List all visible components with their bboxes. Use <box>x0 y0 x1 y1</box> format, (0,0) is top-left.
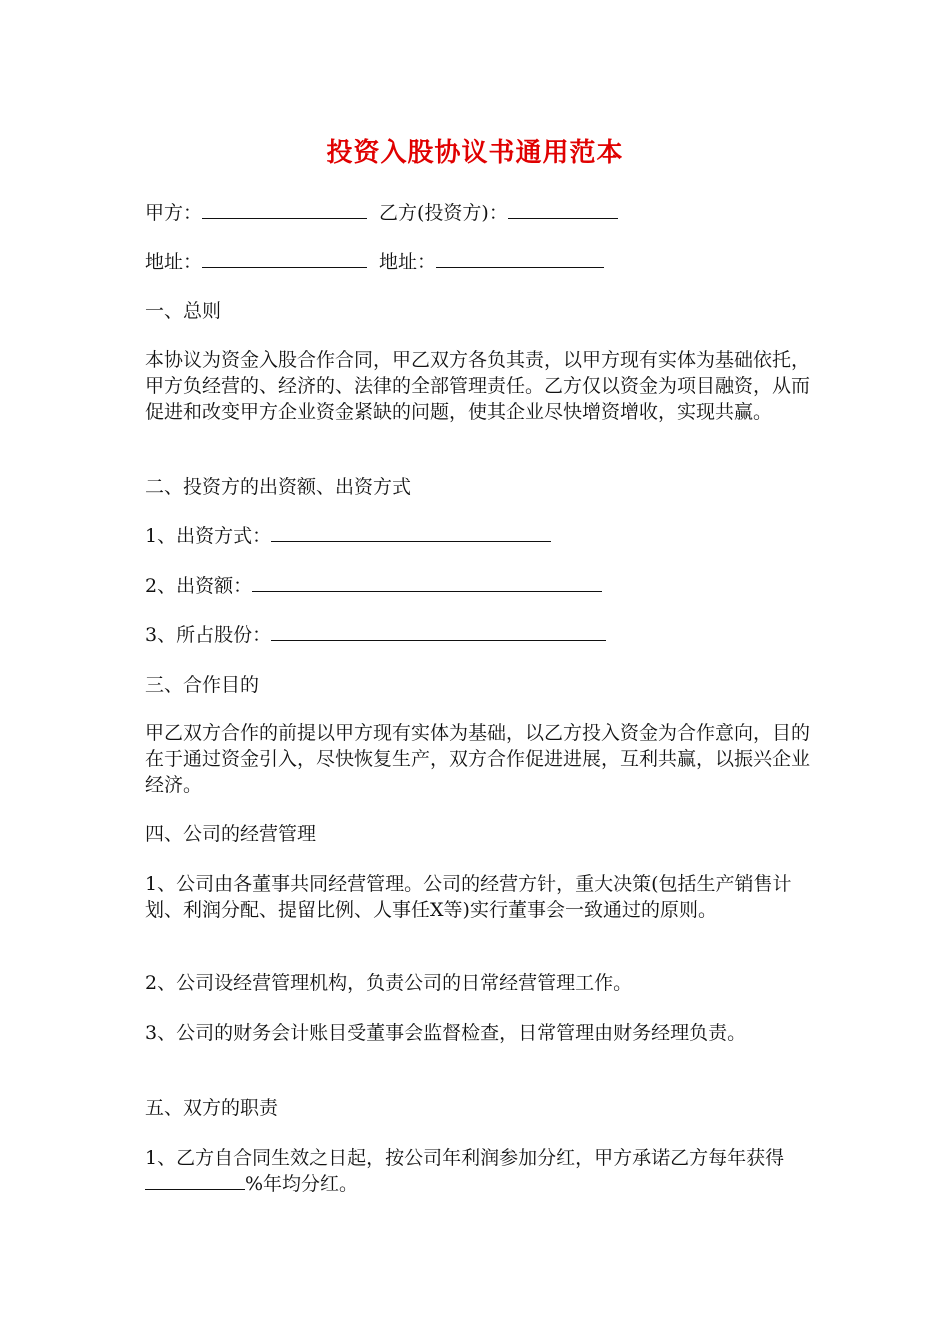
dividend-percent-blank <box>145 1171 245 1190</box>
section2-item2-label: 2、出资额： <box>145 575 253 597</box>
section5-item1-part1: 1、乙方自合同生效之日起，按公司年利润参加分红，甲方承诺乙方每年获得 <box>145 1147 785 1169</box>
section2-item2 <box>145 573 602 599</box>
section4-item2: 2、公司设经营管理机构，负责公司的日常经营管理工作。 <box>145 972 633 994</box>
party-b-blank <box>508 200 618 219</box>
section4-heading: 四、公司的经营管理 <box>145 823 317 845</box>
section2-item1-label: 1、出资方式： <box>145 525 272 547</box>
section5-item1-part2: %年均分红。 <box>245 1173 359 1195</box>
section1-heading: 一、总则 <box>145 300 222 322</box>
address-b-blank <box>436 249 604 268</box>
contribution-amount-blank <box>252 573 602 592</box>
document-title: 投资入股协议书通用范本 <box>326 138 624 168</box>
party-line <box>145 200 618 226</box>
party-a-label: 甲方： <box>145 202 203 224</box>
section2-heading: 二、投资方的出资额、出资方式 <box>145 476 412 498</box>
address-a-blank <box>202 249 367 268</box>
section2-item3-label: 3、所占股份： <box>145 624 272 646</box>
contribution-method-blank <box>271 523 551 542</box>
section4-item3: 3、公司的财务会计账目受董事会监督检查，日常管理由财务经理负责。 <box>145 1022 747 1044</box>
section3-heading: 三、合作目的 <box>145 674 260 696</box>
section4-item1: 1、公司由各董事共同经营管理。公司的经营方针，重大决策(包括生产销售计划、利润分配、提留比例、人事任X等)实行董事会一致通过的原则。 <box>145 873 792 921</box>
address-a-label: 地址： <box>145 251 203 273</box>
section5-heading: 五、双方的职责 <box>145 1097 279 1119</box>
section3-body: 甲乙双方合作的前提以甲方现有实体为基础，以乙方投入资金为合作意向，目的在于通过资金引入，尽快恢复生产，双方合作促进进展，互利共赢，以振兴企业经济。 <box>145 722 811 796</box>
share-percentage-blank <box>271 622 606 641</box>
address-b-label: 地址： <box>379 251 437 273</box>
address-line <box>145 249 604 275</box>
party-a-blank <box>202 200 367 219</box>
section2-item1 <box>145 523 551 549</box>
section1-body: 本协议为资金入股合作合同，甲乙双方各负其责，以甲方现有实体为基础依托，甲方负经营的、经济的、法律的全部管理责任。乙方仅以资金为项目融资，从而促进和改变甲方企业资金紧缺的问题，使其企业尽快增资增收，实现共赢。 <box>145 349 811 423</box>
party-b-label: 乙方(投资方)： <box>379 202 508 224</box>
section2-item3 <box>145 622 606 648</box>
section5-item1 <box>145 1145 810 1197</box>
